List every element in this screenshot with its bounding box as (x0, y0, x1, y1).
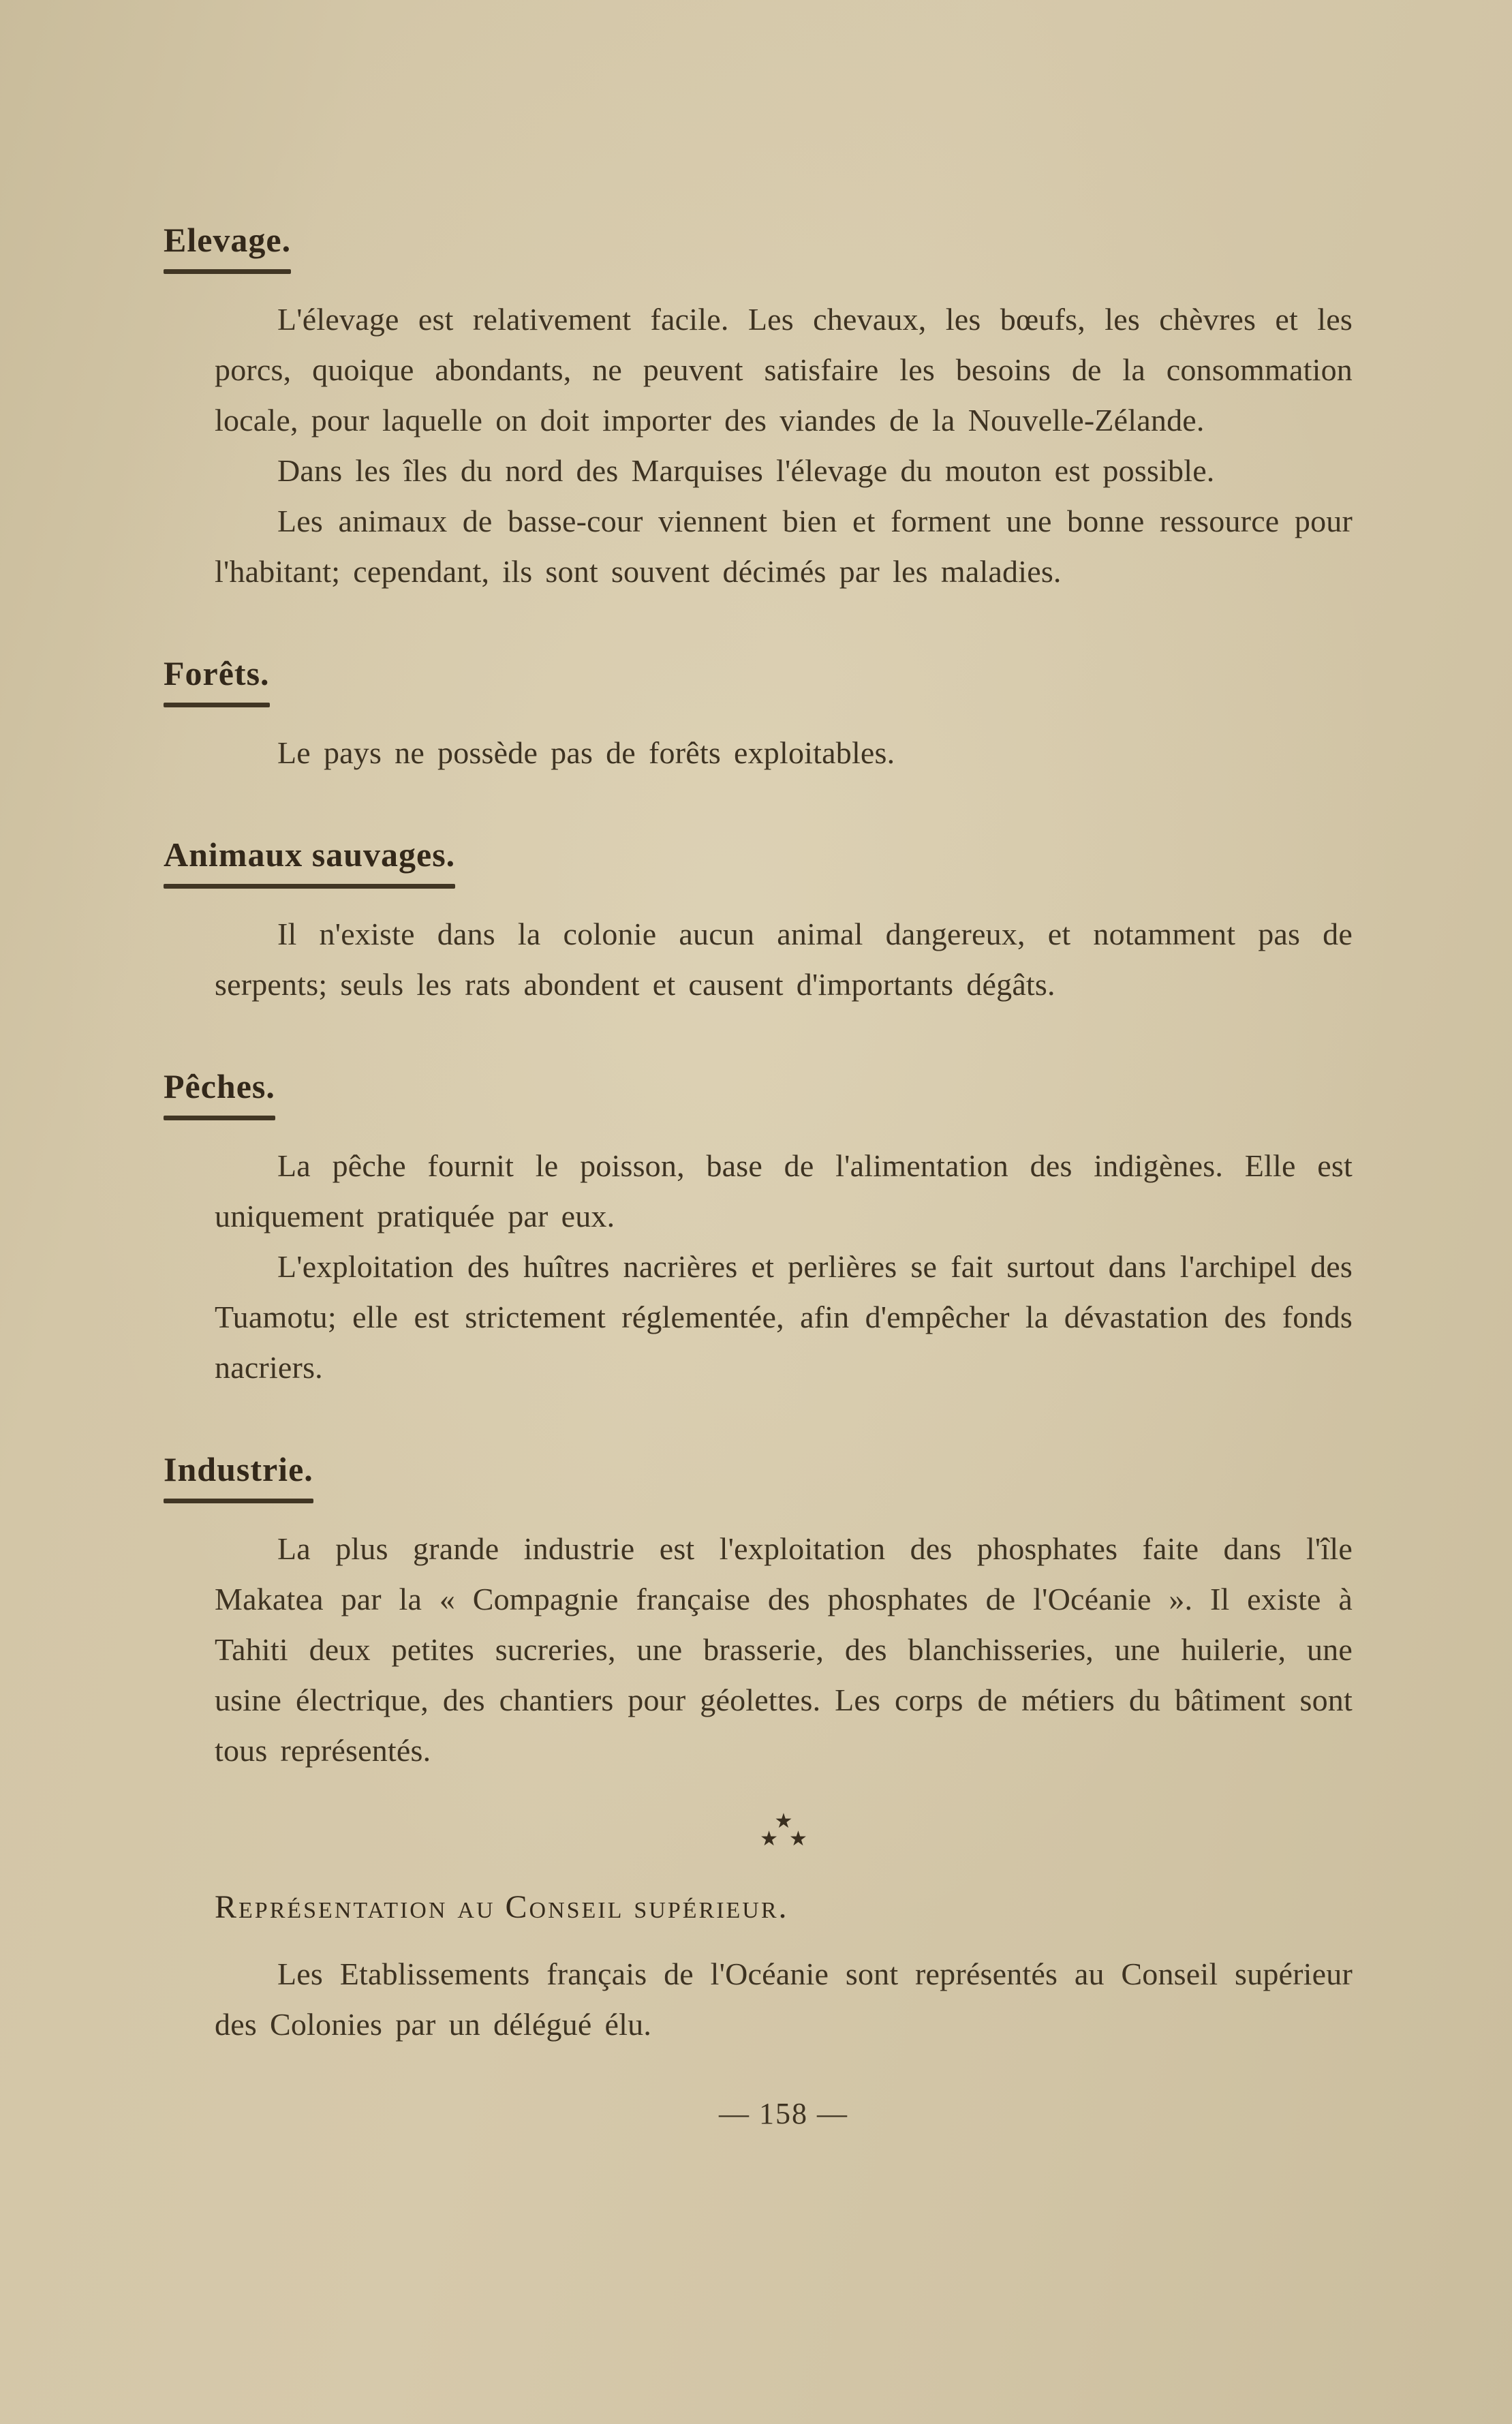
paragraph: Dans les îles du nord des Marquises l'élevage du mouton est possible. (277, 453, 1215, 488)
asterism-star-icon: ★ (774, 1809, 793, 1833)
section-heading-forets (164, 655, 270, 707)
heading-underline (164, 884, 455, 889)
section-representation-conseil (164, 1889, 1353, 2050)
section-body (215, 1141, 1353, 1393)
section-heading-label: Forêts. (164, 654, 270, 692)
page-number: — 158 — (719, 2097, 848, 2130)
section-body (215, 1524, 1353, 1776)
paragraph: La plus grande industrie est l'exploitation des phosphates faite dans l'île Makatea par la « Compagnie française des phosphates de l'Océanie ». Il existe à Tahiti deux petites sucreries, une brasserie, des blanchisseries, une huilerie, une usine électrique, des chantiers pour géolettes. Les corps de métiers du bâtiment sont tous représentés. (215, 1531, 1353, 1768)
section-elevage (164, 221, 1353, 597)
paragraph: La pêche fournit le poisson, base de l'alimentation des indigènes. Elle est uniquement pratiquée par eux. (215, 1148, 1353, 1233)
section-heading-label: Industrie. (164, 1450, 313, 1488)
paragraph: Il n'existe dans la colonie aucun animal dangereux, et notamment pas de serpents; seuls les rats abondent et causent d'importants dégâts. (215, 917, 1353, 1002)
section-heading-elevage (164, 221, 291, 274)
section-heading-label: Elevage. (164, 221, 292, 259)
section-body (215, 909, 1353, 1010)
section-heading-label: Animaux sauvages. (164, 835, 456, 874)
paragraph: Les Etablissements français de l'Océanie sont représentés au Conseil supérieur des Colonies par un délégué élu. (215, 1957, 1353, 2042)
paragraph: Les animaux de basse-cour viennent bien et forment une bonne ressource pour l'habitant; cependant, ils sont souvent décimés par les maladies. (215, 504, 1353, 589)
section-forets (164, 655, 1353, 778)
section-industrie (164, 1451, 1353, 1776)
section-heading-representation: Représentation au Conseil supérieur. (215, 1889, 789, 1925)
section-heading-industrie (164, 1451, 313, 1503)
heading-underline (164, 703, 270, 707)
paragraph: L'élevage est relativement facile. Les chevaux, les bœufs, les chèvres et les porcs, quoique abondants, ne peuvent satisfaire les besoins de la consommation locale, pour laquelle on doit importer des viandes de la Nouvelle-Zélande. (215, 302, 1353, 438)
section-body (215, 294, 1353, 597)
section-peches (164, 1068, 1353, 1393)
section-heading-peches (164, 1068, 275, 1120)
heading-underline (164, 269, 291, 274)
section-animaux-sauvages (164, 836, 1353, 1010)
heading-underline (164, 1116, 275, 1120)
heading-underline (164, 1499, 313, 1503)
paragraph: Le pays ne possède pas de forêts exploitables. (277, 735, 895, 770)
asterism-star-icon: ★ (789, 1827, 807, 1851)
asterism-divider (215, 1811, 1353, 1850)
section-body (215, 1949, 1353, 2050)
section-body (215, 728, 1353, 778)
paragraph: L'exploitation des huîtres nacrières et perlières se fait surtout dans l'archipel des Tuamotu; elle est strictement réglementée, afin d'empêcher la dévastation des fonds nacriers. (215, 1249, 1353, 1385)
section-heading-label: Pêches. (164, 1067, 275, 1105)
asterism-star-row (760, 1829, 807, 1850)
section-heading-animaux-sauvages (164, 836, 455, 889)
asterism-star-icon: ★ (760, 1827, 778, 1851)
